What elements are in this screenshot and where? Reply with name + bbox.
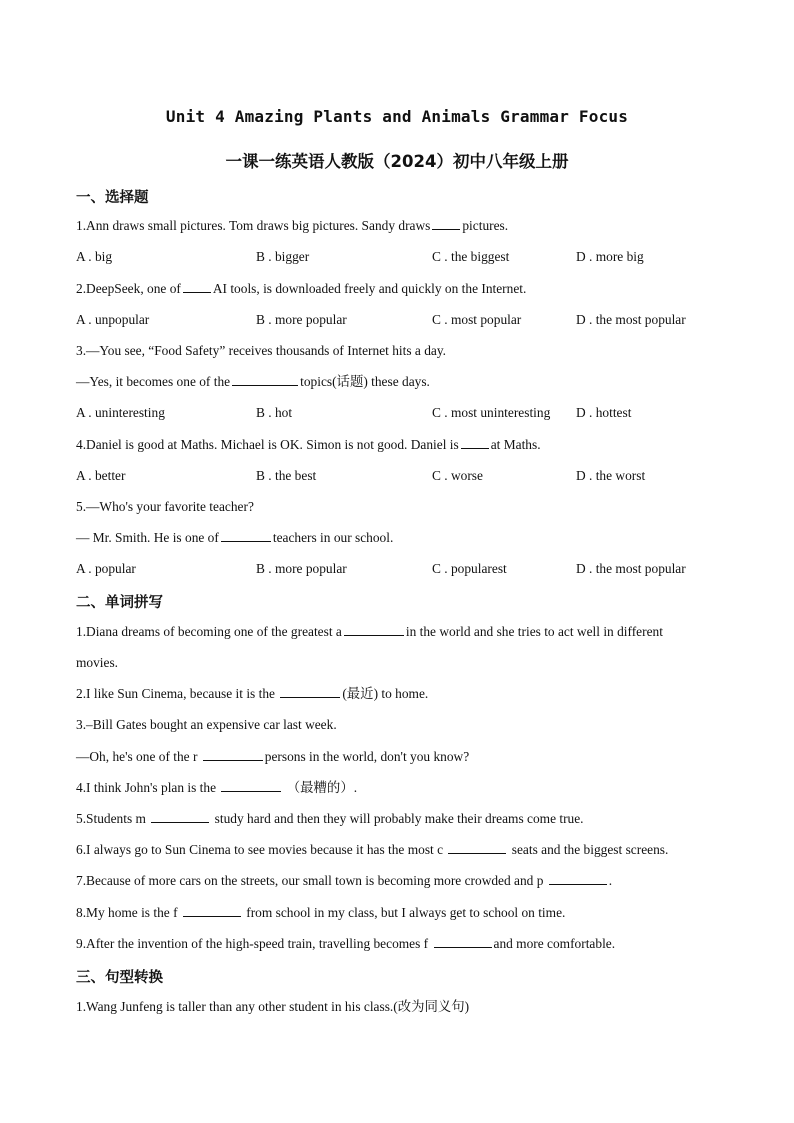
spelling-9: 9.After the invention of the high-speed train, travelling becomes f and more comfortable.	[76, 936, 616, 951]
q2-option-a[interactable]: A . unpopular	[76, 312, 150, 327]
section-heading-multiple-choice: 一、选择题	[76, 190, 149, 206]
q1-option-b[interactable]: B . bigger	[256, 249, 310, 264]
spelling-3: 3.–Bill Gates bought an expensive car last week.	[76, 717, 337, 732]
spelling-1: 1.Diana dreams of becoming one of the greatest a in the world and she tries to act well in different	[76, 624, 663, 639]
answer-blank[interactable]	[432, 217, 460, 230]
spelling-1-cont: movies.	[76, 655, 119, 670]
q4-option-b[interactable]: B . the best	[256, 468, 317, 483]
q1-option-d[interactable]: D . more big	[576, 249, 644, 264]
question-2-stem: 2.DeepSeek, one of AI tools, is downloaded freely and quickly on the Internet.	[76, 281, 527, 296]
q5-option-a[interactable]: A . popular	[76, 561, 136, 576]
section-heading-spelling: 二、单词拼写	[76, 595, 163, 611]
spelling-5: 5.Students m study hard and then they will probably make their dreams come true.	[76, 811, 584, 826]
answer-blank[interactable]	[183, 280, 211, 293]
question-5-stem: 5.—Who's your favorite teacher?	[76, 499, 254, 514]
q1-option-c[interactable]: C . the biggest	[432, 249, 510, 264]
spelling-8: 8.My home is the f from school in my class, but I always get to school on time.	[76, 905, 566, 920]
spelling-6: 6.I always go to Sun Cinema to see movies because it has the most c seats and the biggest screens.	[76, 842, 669, 857]
q2-option-c[interactable]: C . most popular	[432, 312, 522, 327]
spelling-7: 7.Because of more cars on the streets, our small town is becoming more crowded and p .	[76, 873, 613, 888]
spelling-3-reply: —Oh, he's one of the r persons in the world, don't you know?	[76, 749, 470, 764]
question-3-reply: —Yes, it becomes one of the topics(话题) these days.	[76, 374, 430, 389]
q4-option-c[interactable]: C . worse	[432, 468, 483, 483]
answer-blank[interactable]	[344, 623, 404, 636]
answer-blank[interactable]	[280, 685, 340, 698]
q5-option-d[interactable]: D . the most popular	[576, 561, 686, 576]
answer-blank[interactable]	[461, 436, 489, 449]
q4-option-d[interactable]: D . the worst	[576, 468, 646, 483]
question-3-stem: 3.—You see, “Food Safety” receives thousands of Internet hits a day.	[76, 343, 447, 358]
answer-blank[interactable]	[183, 904, 241, 917]
answer-blank[interactable]	[151, 810, 209, 823]
page-title: Unit 4 Amazing Plants and Animals Grammar Focus	[165, 107, 629, 126]
question-4-stem: 4.Daniel is good at Maths. Michael is OK. Simon is not good. Daniel is at Maths.	[76, 437, 541, 452]
q5-option-b[interactable]: B . more popular	[256, 561, 347, 576]
answer-blank[interactable]	[232, 373, 298, 386]
q3-option-d[interactable]: D . hottest	[576, 405, 632, 420]
answer-blank[interactable]	[549, 872, 607, 885]
spelling-2: 2.I like Sun Cinema, because it is the (最近) to home.	[76, 686, 429, 701]
answer-blank[interactable]	[203, 748, 263, 761]
answer-blank[interactable]	[434, 935, 492, 948]
question-1-stem: 1.Ann draws small pictures. Tom draws big pictures. Sandy draws pictures.	[76, 218, 509, 233]
page-subtitle: 一课一练英语人教版（2024）初中八年级上册	[225, 152, 569, 171]
section-heading-transformation: 三、句型转换	[76, 970, 163, 986]
q5-option-c[interactable]: C . popularest	[432, 561, 507, 576]
answer-blank[interactable]	[221, 779, 281, 792]
answer-blank[interactable]	[221, 529, 271, 542]
q3-option-c[interactable]: C . most uninteresting	[432, 405, 551, 420]
spelling-4: 4.I think John's plan is the （最糟的）.	[76, 780, 358, 795]
q3-option-a[interactable]: A . uninteresting	[76, 405, 165, 420]
answer-blank[interactable]	[448, 841, 506, 854]
transformation-1: 1.Wang Junfeng is taller than any other student in his class.(改为同义句)	[76, 999, 470, 1014]
q2-option-b[interactable]: B . more popular	[256, 312, 347, 327]
q1-option-a[interactable]: A . big	[76, 249, 113, 264]
q3-option-b[interactable]: B . hot	[256, 405, 293, 420]
question-5-reply: — Mr. Smith. He is one of teachers in our school.	[76, 530, 394, 545]
q2-option-d[interactable]: D . the most popular	[576, 312, 686, 327]
q4-option-a[interactable]: A . better	[76, 468, 126, 483]
